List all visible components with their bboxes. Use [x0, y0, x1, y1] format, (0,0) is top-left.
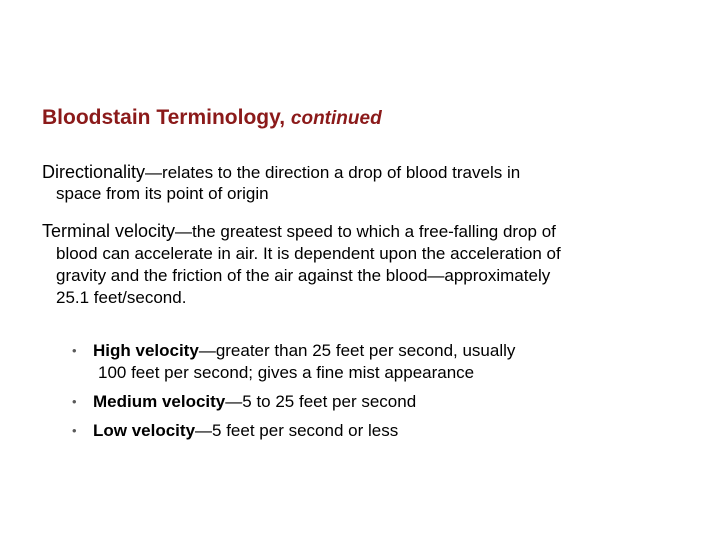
bullet-marker: •	[72, 423, 77, 438]
definition-text: —the greatest speed to which a free-falling drop of	[175, 222, 556, 241]
bullet-text: —5 to 25 feet per second	[225, 392, 417, 411]
definition-text: —relates to the direction a drop of blood travels in	[145, 163, 521, 182]
definition-term: Directionality	[42, 162, 146, 182]
list-item-medium-velocity	[72, 391, 692, 413]
slide-title	[42, 106, 382, 130]
bullet-line	[93, 420, 692, 442]
bullet-text: —greater than 25 feet per second, usually	[198, 341, 516, 360]
definition-line	[42, 220, 702, 243]
bullet-term: Medium velocity	[93, 392, 226, 411]
bullet-line	[93, 391, 692, 413]
slide-title-main: Bloodstain Terminology,	[42, 106, 286, 129]
definition-line: gravity and the friction of the air against the blood—approximately	[56, 266, 551, 285]
bullet-text: —5 feet per second or less	[195, 421, 399, 440]
bullet-line	[93, 340, 692, 362]
definition-directionality	[42, 162, 702, 204]
bullet-term: Low velocity	[93, 421, 196, 440]
definition-line: blood can accelerate in air. It is dependent upon the acceleration of	[56, 244, 561, 263]
list-item-high-velocity	[72, 340, 692, 384]
definition-line: space from its point of origin	[56, 184, 269, 203]
velocity-bullet-list	[72, 340, 692, 449]
bullet-marker: •	[72, 343, 77, 358]
definition-terminal-velocity	[42, 220, 702, 309]
slide-title-continued: continued	[290, 108, 382, 129]
bullet-marker: •	[72, 394, 77, 409]
list-item-low-velocity	[72, 420, 692, 442]
definition-term: Terminal velocity	[42, 221, 176, 241]
definition-line: 25.1 feet/second.	[56, 288, 187, 307]
bullet-term: High velocity	[93, 341, 199, 360]
bullet-line: 100 feet per second; gives a fine mist appearance	[98, 363, 475, 382]
definition-line	[42, 162, 702, 183]
